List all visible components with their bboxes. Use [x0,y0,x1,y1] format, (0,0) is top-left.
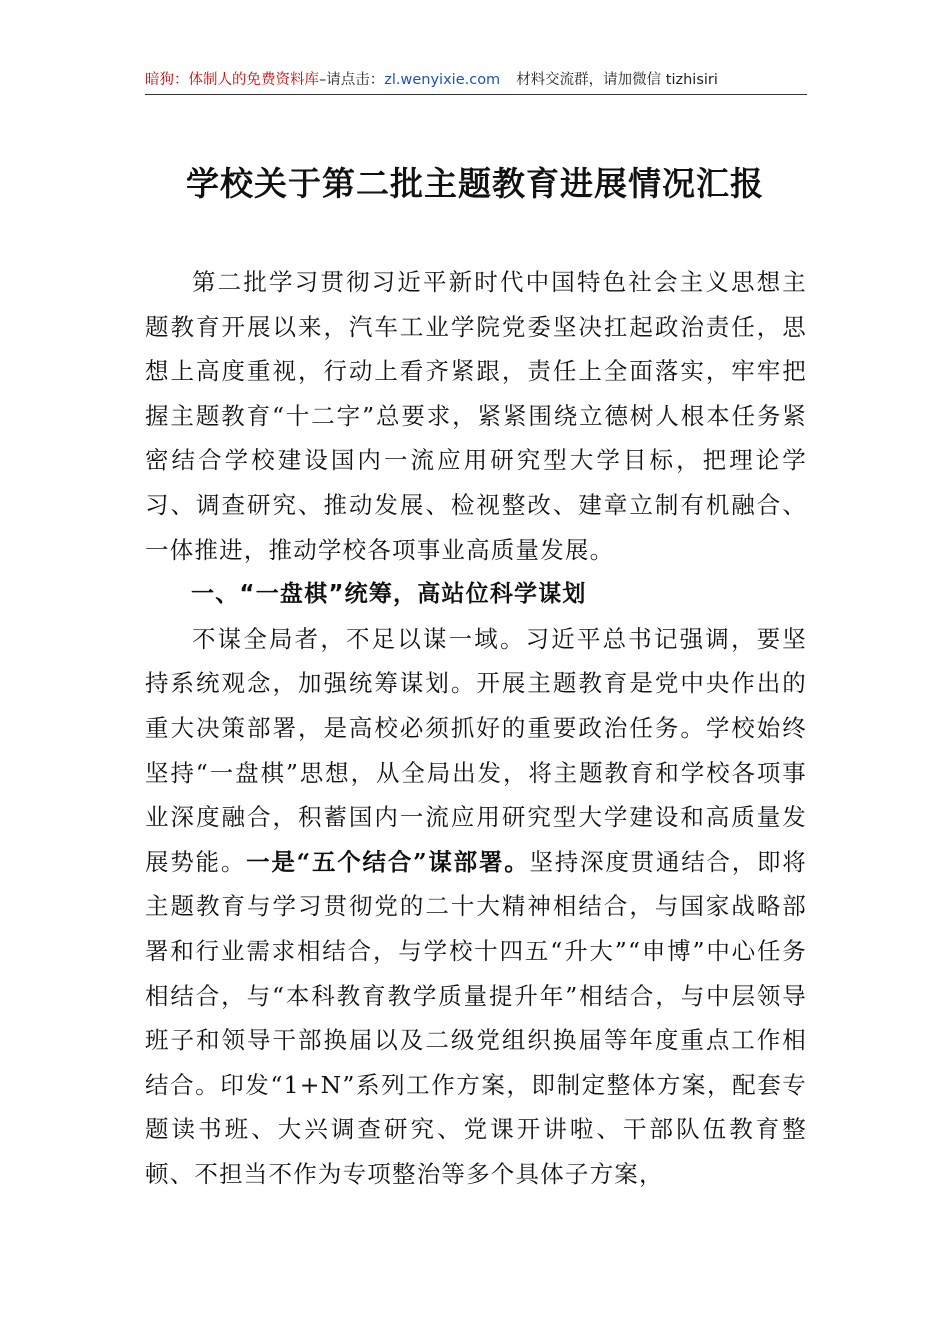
intro-paragraph: 第二批学习贯彻习近平新时代中国特色社会主义思想主题教育开展以来，汽车工业学院党委坚决扛起政治责任，思想上高度重视，行动上看齐紧跟，责任上全面落实，牢牢把握主题教育“十二字”总要求，紧紧围绕立德树人根本任务紧密结合学校建设国内一流应用研究型大学目标，把理论学习、调查研究、推动发展、检视整改、建章立制有机融合、一体推进，推动学校各项事业高质量发展。 [145,268,807,564]
page-header [145,70,807,95]
header-promo-text: 暗狗：体制人的免费资料库 [145,72,319,88]
document-body [145,260,807,1196]
header-group-text: 材料交流群，请加微信 tizhisiri [516,72,718,88]
header-url-link[interactable]: zl.wenyixie.com [384,72,501,88]
section-heading: 一、“一盘棋”统筹，高站位科学谋划 [191,581,587,608]
section-paragraph-start: 不谋全局者，不足以谋一域。习近平总书记强调，要坚持系统观念，加强统筹谋划。开展主题教育是党中央作出的重大决策部署，是高校必须抓好的重要政治任务。学校始终坚持“一盘棋”思想，从全局出发，将主题教育和学校各项事业深度融合，积蓄国内一流应用研究型大学建设和高质量发展势能。 [145,624,807,876]
header-click-text: –请点击： [319,72,385,88]
document-title: 学校关于第二批主题教育进展情况汇报 [186,164,764,203]
section-paragraph [145,617,807,1197]
section-paragraph-rest: 坚持深度贯通结合，即将主题教育与学习贯彻党的二十大精神相结合，与国家战略部署和行业需求相结合，与学校十四五“升大”“申博”中心任务相结合，与“本科教育教学质量提升年”相结合，与中层领导班子和领导干部换届以及二级党组织换届等年度重点工作相结合。印发“1+N”系列工作方案，即制定整体方案，配套专题读书班、大兴调查研究、党课开讲啦、干部队伍教育整顿、不担当不作为专项整治等多个具体子方案， [145,847,808,1188]
section-lead-bold: 一是“五个结合”谋部署。 [246,847,530,876]
